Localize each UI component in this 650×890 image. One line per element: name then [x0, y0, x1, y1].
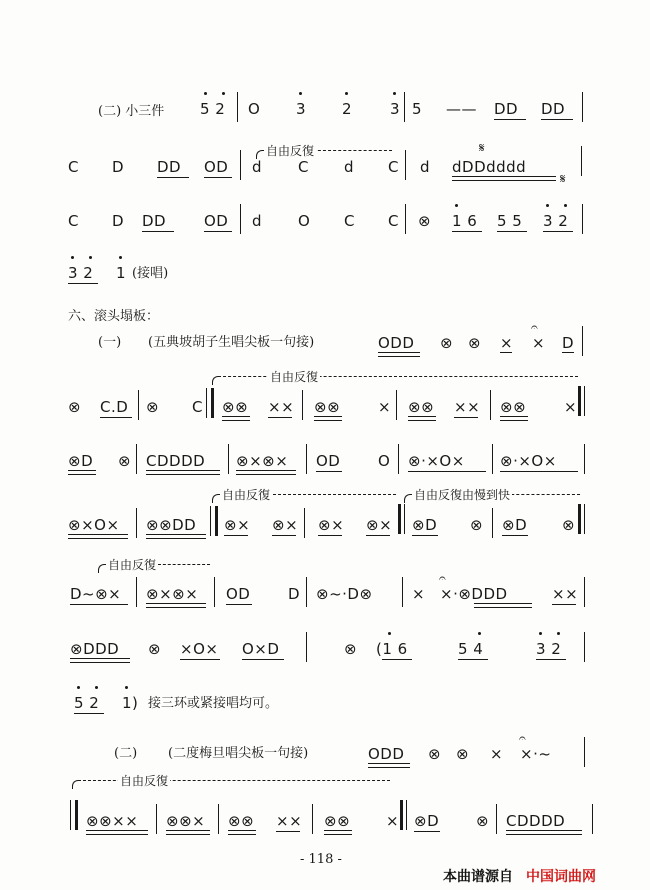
note: D — [112, 158, 125, 176]
barline — [584, 577, 585, 607]
note-group: DD — [157, 158, 182, 176]
note-group: ODD — [378, 334, 415, 352]
note: C — [388, 158, 399, 176]
beam — [68, 534, 128, 539]
note: × — [490, 745, 504, 763]
barline — [492, 444, 493, 474]
note-group: DD — [494, 100, 519, 118]
note-group: (1 6 — [376, 640, 408, 658]
note-group: D~⊗× — [70, 585, 122, 603]
note-group: ×·⊗DDD — [440, 585, 508, 603]
note: 1) — [122, 694, 139, 712]
beam — [368, 763, 410, 768]
repeat-end-barline — [578, 386, 581, 416]
beam — [506, 830, 582, 835]
segno-icon: 𝄋 — [560, 172, 566, 187]
note-group: ×O× — [180, 640, 219, 658]
note: ⊗ — [418, 212, 432, 230]
barline — [228, 444, 229, 474]
note-group: 5 4 — [458, 640, 484, 658]
note-group: 1 6 — [452, 212, 478, 230]
beam — [458, 659, 488, 660]
barline — [138, 390, 139, 420]
barline — [396, 390, 397, 420]
note-group: CDDDD — [146, 452, 206, 470]
beam — [74, 713, 104, 714]
instruction-text: (接唱) — [132, 266, 169, 281]
beam — [497, 231, 527, 232]
repeat-label-accel: 自由反復由慢到快 — [414, 488, 511, 502]
beam — [276, 831, 300, 832]
watermark-source: 本曲谱源自 — [443, 869, 513, 885]
note-group: DD — [541, 100, 566, 118]
repeat-end-barline — [398, 504, 401, 534]
section-6-heading: 六、滚头塌板： — [68, 309, 160, 324]
note: d — [344, 158, 355, 176]
barline — [302, 390, 303, 420]
note-group: ×× — [454, 398, 481, 416]
beam — [318, 535, 342, 536]
note: 3 — [296, 100, 307, 118]
barline — [312, 804, 313, 834]
octave-dot — [222, 92, 225, 95]
sub-1-title: (五典坡胡子生唱尖板一句接) — [148, 335, 315, 350]
octave-dot — [546, 204, 549, 207]
note-group: ⊗× — [366, 516, 393, 534]
watermark-site: 中国词曲网 — [526, 869, 596, 885]
note-group: ⊗·×O× — [408, 452, 465, 470]
octave-dot — [388, 632, 391, 635]
note-group: ⊗⊗× — [166, 812, 206, 830]
octave-dot — [77, 686, 80, 689]
note-group: OD — [226, 585, 251, 603]
beam — [146, 470, 220, 475]
note-group: 3 2 — [536, 640, 562, 658]
beam — [454, 417, 478, 418]
repeat-start-barline — [70, 800, 71, 830]
dash: —— — [446, 100, 477, 118]
note-group: ⊗⊗ — [314, 398, 341, 416]
note: 3 — [390, 100, 401, 118]
beam — [500, 352, 512, 353]
beam — [452, 176, 556, 181]
note-group: dDDdddd — [452, 158, 527, 176]
note: × — [564, 398, 578, 416]
note: O — [248, 100, 261, 118]
note-group: OD — [316, 452, 341, 470]
note: × — [500, 334, 514, 352]
note: 5 — [412, 100, 423, 118]
repeat-label: 自由反復 — [266, 144, 315, 158]
beam — [408, 471, 486, 472]
repeat-start-barline — [206, 388, 207, 418]
note: C — [68, 212, 79, 230]
beam — [412, 535, 438, 536]
barline — [581, 146, 582, 176]
note-group: ⊗⊗×× — [86, 812, 139, 830]
beam — [408, 416, 436, 421]
beam — [382, 659, 412, 660]
barline — [582, 326, 583, 356]
note: ⊗ — [468, 334, 482, 352]
note-group: 3 2 — [68, 264, 94, 282]
beam — [222, 416, 250, 421]
beam — [146, 603, 206, 608]
note: d — [252, 212, 263, 230]
note: × — [412, 585, 426, 603]
fermata-icon: 𝄐 — [439, 571, 446, 585]
note: ⊗ — [562, 516, 576, 534]
note-group: ⊗D — [412, 516, 438, 534]
note-group: ODD — [368, 745, 405, 763]
barline — [496, 804, 497, 834]
octave-dot — [393, 92, 396, 95]
barline — [240, 150, 241, 180]
barline — [584, 632, 585, 662]
beam — [228, 830, 256, 835]
beam — [242, 659, 284, 660]
note-group: ⊗D — [414, 812, 440, 830]
note-group: DD — [142, 212, 167, 230]
note-group: ×·~ — [520, 745, 552, 763]
note: ⊗ — [118, 452, 132, 470]
instruction-text: 接三环或紧接唱均可。 — [148, 696, 279, 711]
beam — [541, 119, 573, 120]
barline — [136, 444, 137, 474]
note-group: ⊗·×O× — [500, 452, 557, 470]
beam — [68, 470, 96, 475]
note: 2 — [342, 100, 353, 118]
section-2-heading: (二) 小三件 — [98, 104, 165, 119]
beam — [224, 535, 248, 536]
note: C — [344, 212, 355, 230]
beam — [236, 470, 296, 475]
octave-dot — [299, 92, 302, 95]
note-group: 5 2 — [200, 100, 226, 118]
note-group: ⊗× — [318, 516, 345, 534]
note: 1 — [116, 264, 127, 282]
barline — [402, 577, 403, 607]
barline — [584, 737, 585, 767]
note: D — [288, 585, 301, 603]
sub-2-label: (二) — [114, 746, 138, 761]
note: ⊗ — [440, 334, 454, 352]
note-group: ⊗×⊗× — [146, 585, 199, 603]
beam — [142, 231, 174, 232]
note: D — [562, 334, 575, 352]
barline — [582, 204, 583, 234]
note: ⊗ — [148, 640, 162, 658]
octave-dot — [95, 686, 98, 689]
fermata-icon: 𝄐 — [531, 320, 538, 334]
repeat-label: 自由反復 — [108, 558, 157, 572]
note-group: OD — [204, 158, 229, 176]
octave-dot — [564, 204, 567, 207]
barline — [306, 577, 307, 607]
note-group: C.D — [100, 398, 129, 416]
barline — [490, 390, 491, 420]
repeat-end-barline — [400, 800, 403, 830]
barline — [214, 577, 215, 607]
sub-2-title: (二度梅旦唱尖板一句接) — [168, 746, 309, 761]
octave-dot — [89, 256, 92, 259]
barline — [136, 508, 137, 538]
barline — [240, 204, 241, 234]
beam — [316, 471, 342, 472]
barline — [582, 92, 583, 122]
beam — [204, 231, 232, 232]
note: ⊗ — [476, 812, 490, 830]
note-group: CDDDD — [506, 812, 566, 830]
repeat-start-barline — [210, 506, 211, 536]
repeat-label: 自由反復 — [270, 370, 319, 384]
note: C — [298, 158, 309, 176]
beam — [157, 177, 189, 178]
page-number: - 118 - — [300, 852, 342, 867]
note: × — [532, 334, 546, 352]
barline — [156, 804, 157, 834]
barline — [304, 508, 305, 538]
beam — [166, 830, 210, 835]
note-group: 5 5 — [497, 212, 523, 230]
note: D — [112, 212, 125, 230]
note: d — [420, 158, 431, 176]
note: O — [378, 452, 391, 470]
octave-dot — [539, 632, 542, 635]
barline — [584, 444, 585, 474]
beam — [180, 659, 220, 660]
beam — [268, 417, 292, 418]
note-group: ⊗× — [224, 516, 251, 534]
note: × — [386, 812, 400, 830]
beam — [536, 659, 566, 660]
beam — [314, 416, 342, 421]
note-group: O×D — [242, 640, 280, 658]
beam — [70, 604, 128, 605]
barline — [218, 804, 219, 834]
note: O — [298, 212, 311, 230]
note: × — [378, 398, 392, 416]
beam — [378, 352, 420, 357]
beam — [272, 535, 296, 536]
octave-dot — [478, 632, 481, 635]
octave-dot — [557, 632, 560, 635]
barline — [404, 92, 405, 122]
note: C — [388, 212, 399, 230]
barline — [492, 508, 493, 538]
beam — [204, 177, 232, 178]
octave-dot — [119, 256, 122, 259]
note-group: ⊗⊗ — [324, 812, 351, 830]
note: C — [68, 158, 79, 176]
note-group: ⊗⊗ — [228, 812, 255, 830]
repeat-label: 自由反復 — [120, 774, 169, 788]
segno-icon: 𝄋 — [479, 141, 485, 156]
barline — [405, 204, 406, 234]
note-group: ⊗⊗ — [408, 398, 435, 416]
barline — [237, 92, 238, 122]
note-group: ⊗DDD — [70, 640, 120, 658]
barline — [306, 632, 307, 662]
beam — [146, 534, 206, 539]
note: ⊗ — [428, 745, 442, 763]
note-group: ⊗× — [272, 516, 299, 534]
beam — [474, 603, 532, 608]
sub-1-label: (一) — [98, 335, 122, 350]
beam — [543, 231, 573, 232]
note: ⊗ — [470, 516, 484, 534]
octave-dot — [345, 92, 348, 95]
beam — [500, 416, 528, 421]
note: ⊗ — [456, 745, 470, 763]
beam — [100, 417, 132, 418]
note-group: ⊗⊗DD — [146, 516, 197, 534]
barline — [398, 444, 399, 474]
repeat-label: 自由反復 — [222, 488, 271, 502]
note-group: ⊗⊗ — [222, 398, 249, 416]
note-group: ⊗D — [502, 516, 528, 534]
note-group: ⊗×O× — [68, 516, 120, 534]
note-group: 5 2 — [74, 694, 100, 712]
barline — [592, 804, 593, 834]
note-group: ⊗D — [68, 452, 94, 470]
octave-dot — [71, 256, 74, 259]
note-group: 3 2 — [543, 212, 569, 230]
barline — [405, 150, 406, 180]
octave-dot — [125, 686, 128, 689]
beam — [324, 830, 352, 835]
beam — [86, 830, 148, 835]
note: ⊗ — [344, 640, 358, 658]
beam — [68, 283, 98, 284]
note-group: ×× — [552, 585, 579, 603]
note: C — [192, 398, 203, 416]
beam — [70, 658, 130, 663]
barline — [136, 577, 137, 607]
beam — [552, 604, 576, 605]
beam — [502, 535, 528, 536]
note-group: OD — [204, 212, 229, 230]
note-group: ×× — [268, 398, 295, 416]
beam — [494, 119, 526, 120]
octave-dot — [455, 204, 458, 207]
beam — [500, 471, 578, 472]
note: ⊗ — [68, 398, 82, 416]
note: ⊗ — [146, 398, 160, 416]
note-group: ×× — [276, 812, 303, 830]
beam — [562, 352, 574, 353]
beam — [414, 831, 440, 832]
note-group: ⊗~·D⊗ — [316, 585, 373, 603]
repeat-end-barline — [578, 504, 581, 534]
barline — [306, 444, 307, 474]
note: d — [252, 158, 263, 176]
fermata-icon: 𝄐 — [519, 731, 526, 745]
beam — [226, 604, 252, 605]
beam — [452, 231, 482, 232]
note-group: ⊗×⊗× — [236, 452, 289, 470]
beam — [366, 535, 390, 536]
note-group: ⊗⊗ — [500, 398, 527, 416]
octave-dot — [204, 92, 207, 95]
